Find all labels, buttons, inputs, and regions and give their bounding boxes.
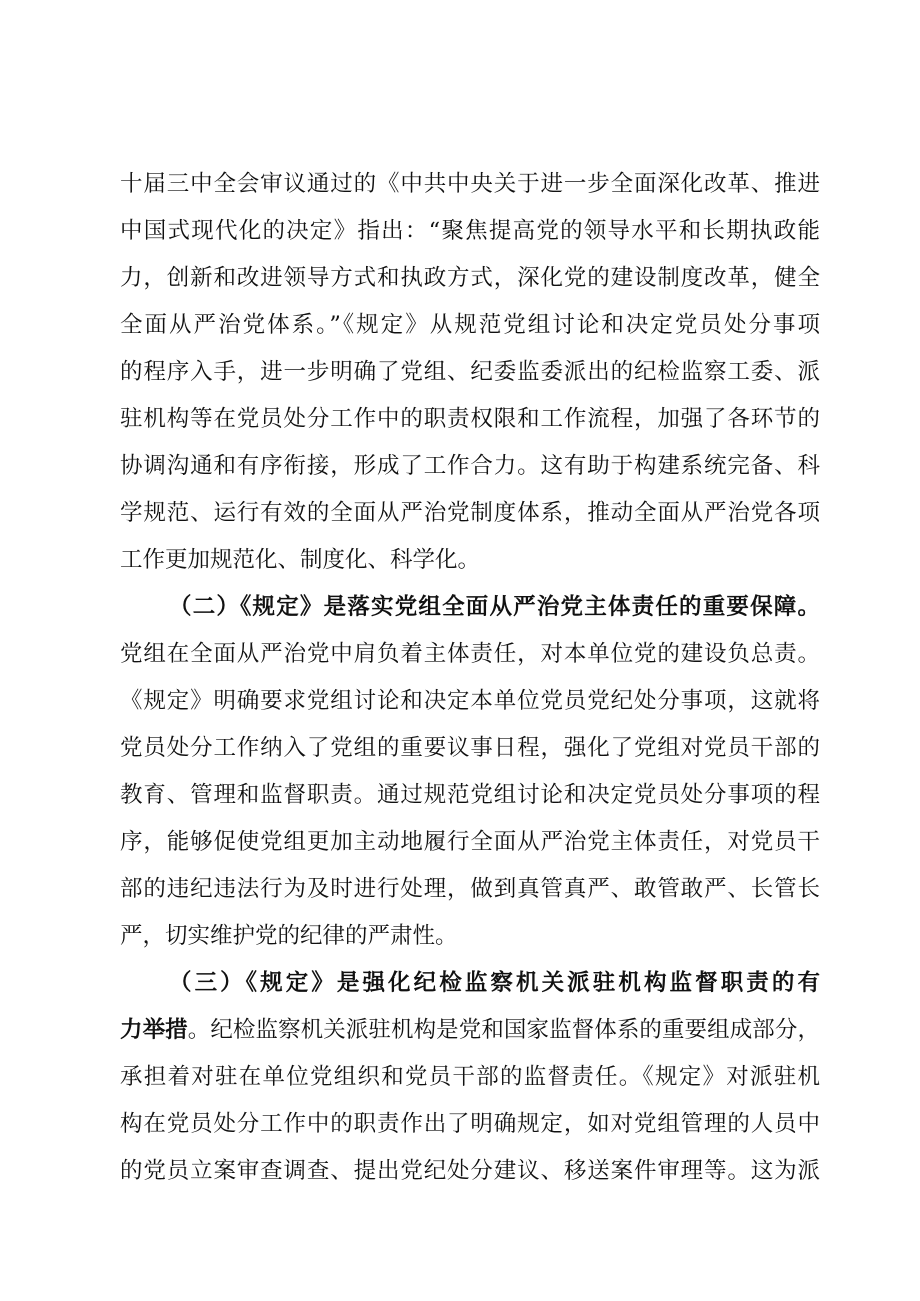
p3-heading-end: 力举措 [120,1017,188,1043]
p1-line-3: 力，创新和改进领导方式和执政方式，深化党的建设制度改革，健全 [120,265,820,291]
p3-line-2: 构在党员处分工作中的职责作出了明确规定，如对党组管理的人员中 [120,1111,820,1137]
p3-heading-line-1: （三）《规定》是强化纪检监察机关派驻机构监督职责的有 [169,970,820,996]
p1-line-1: 十届三中全会审议通过的《中共中央关于进一步全面深化改革、推进 [120,171,820,197]
p2-line-6: 部的违纪违法行为及时进行处理，做到真管真严、敢管敢严、长管长 [120,876,820,902]
p1-line-4: 全面从严治党体系。”《规定》从规范党组讨论和决定党员处分事项 [120,312,820,338]
p1-line-9: 工作更加规范化、制度化、科学化。 [120,547,481,573]
p3-heading-line-2 [120,1010,820,1050]
p1-line-6: 驻机构等在党员处分工作中的职责权限和工作流程，加强了各环节的 [120,406,820,432]
p3-line-1: 承担着对驻在单位党组织和党员干部的监督责任。《规定》对派驻机 [120,1064,820,1090]
p3-body-start: 。纪检监察机关派驻机构是党和国家监督体系的重要组成部分， [187,1017,820,1043]
p2-line-5: 序，能够促使党组更加主动地履行全面从严治党主体责任，对党员干 [120,829,820,855]
p1-line-5: 的程序入手，进一步明确了党组、纪委监委派出的纪检监察工委、派 [120,359,820,385]
p2-line-7: 严，切实维护党的纪律的严肃性。 [120,923,458,949]
p2-line-1: 党组在全面从严治党中肩负着主体责任，对本单位党的建设负总责。 [120,641,820,667]
p1-line-8: 学规范、运行有效的全面从严治党制度体系，推动全面从严治党各项 [120,500,820,526]
p2-line-4: 教育、管理和监督职责。通过规范党组讨论和决定党员处分事项的程 [120,782,820,808]
p3-line-3: 的党员立案审查调查、提出党纪处分建议、移送案件审理等。这为派 [120,1158,820,1184]
p2-line-2: 《规定》明确要求党组讨论和决定本单位党员党纪处分事项，这就将 [120,688,820,714]
p1-line-2: 中国式现代化的决定》指出：“聚焦提高党的领导水平和长期执政能 [120,218,820,244]
p2-heading: （二）《规定》是落实党组全面从严治党主体责任的重要保障。 [169,594,820,620]
p2-line-3: 党员处分工作纳入了党组的重要议事日程，强化了党组对党员干部的 [120,735,820,761]
p1-line-7: 协调沟通和有序衔接，形成了工作合力。这有助于构建系统完备、科 [120,453,820,479]
